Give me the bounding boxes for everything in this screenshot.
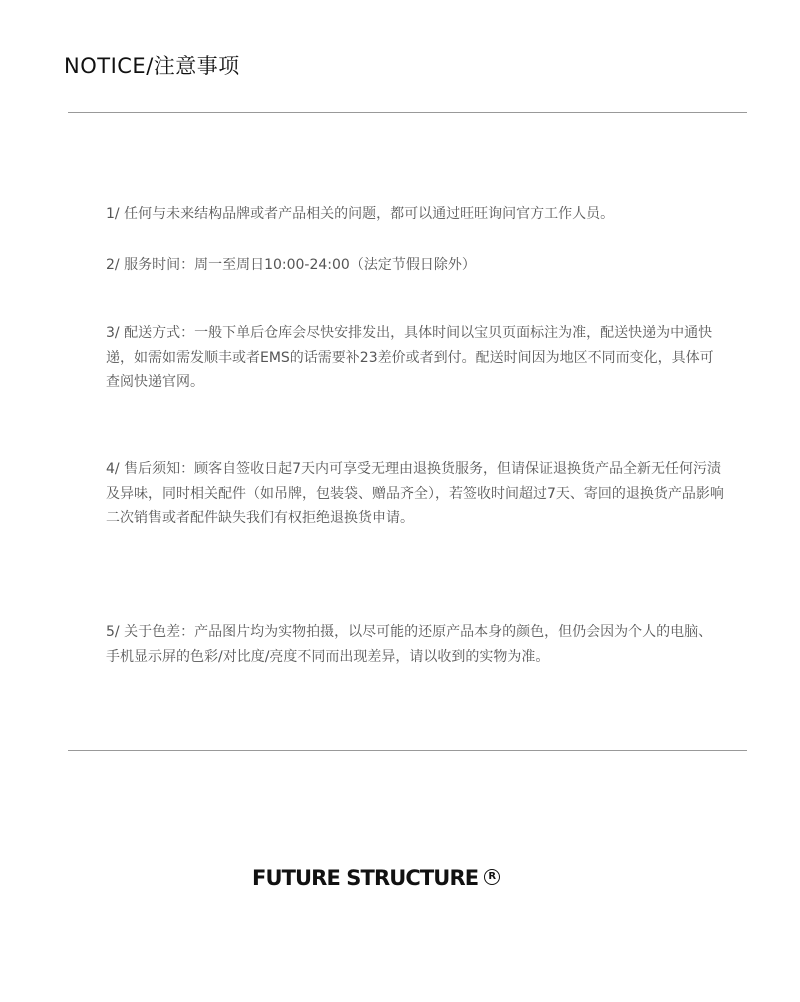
top-divider [68, 112, 747, 113]
notice-item-4: 4/ 售后须知：顾客自签收日起7天内可享受无理由退换货服务，但请保证退换货产品全新无任何污渍及异味，同时相关配件（如吊牌，包装袋、赠品齐全），若签收时间超过7天、寄回的退换货产品影响二次销售或者配件缺失我们有权拒绝退换货申请。 [106, 461, 724, 526]
brand-name: FUTURE STRUCTURE [252, 866, 479, 890]
notice-item-2: 2/ 服务时间：周一至周日10:00-24:00（法定节假日除外） [106, 257, 476, 273]
registered-mark-icon: R [484, 869, 500, 885]
notice-item-5: 5/ 关于色差：产品图片均为实物拍摄，以尽可能的还原产品本身的颜色，但仍会因为个人的电脑、手机显示屏的色彩/对比度/亮度不同而出现差异，请以收到的实物为准。 [106, 624, 713, 665]
notice-item-3: 3/ 配送方式：一般下单后仓库会尽快安排发出，具体时间以宝贝页面标注为准，配送快递为中通快递，如需如需发顺丰或者EMS的话需要补23差价或者到付。配送时间因为地区不同而变化，具体可查阅快递官网。 [106, 325, 714, 390]
bottom-divider [68, 750, 747, 751]
brand-logo [252, 866, 500, 890]
notice-item-1: 1/ 任何与未来结构品牌或者产品相关的问题，都可以通过旺旺询问官方工作人员。 [106, 206, 615, 222]
page-title: NOTICE/注意事项 [64, 54, 240, 78]
